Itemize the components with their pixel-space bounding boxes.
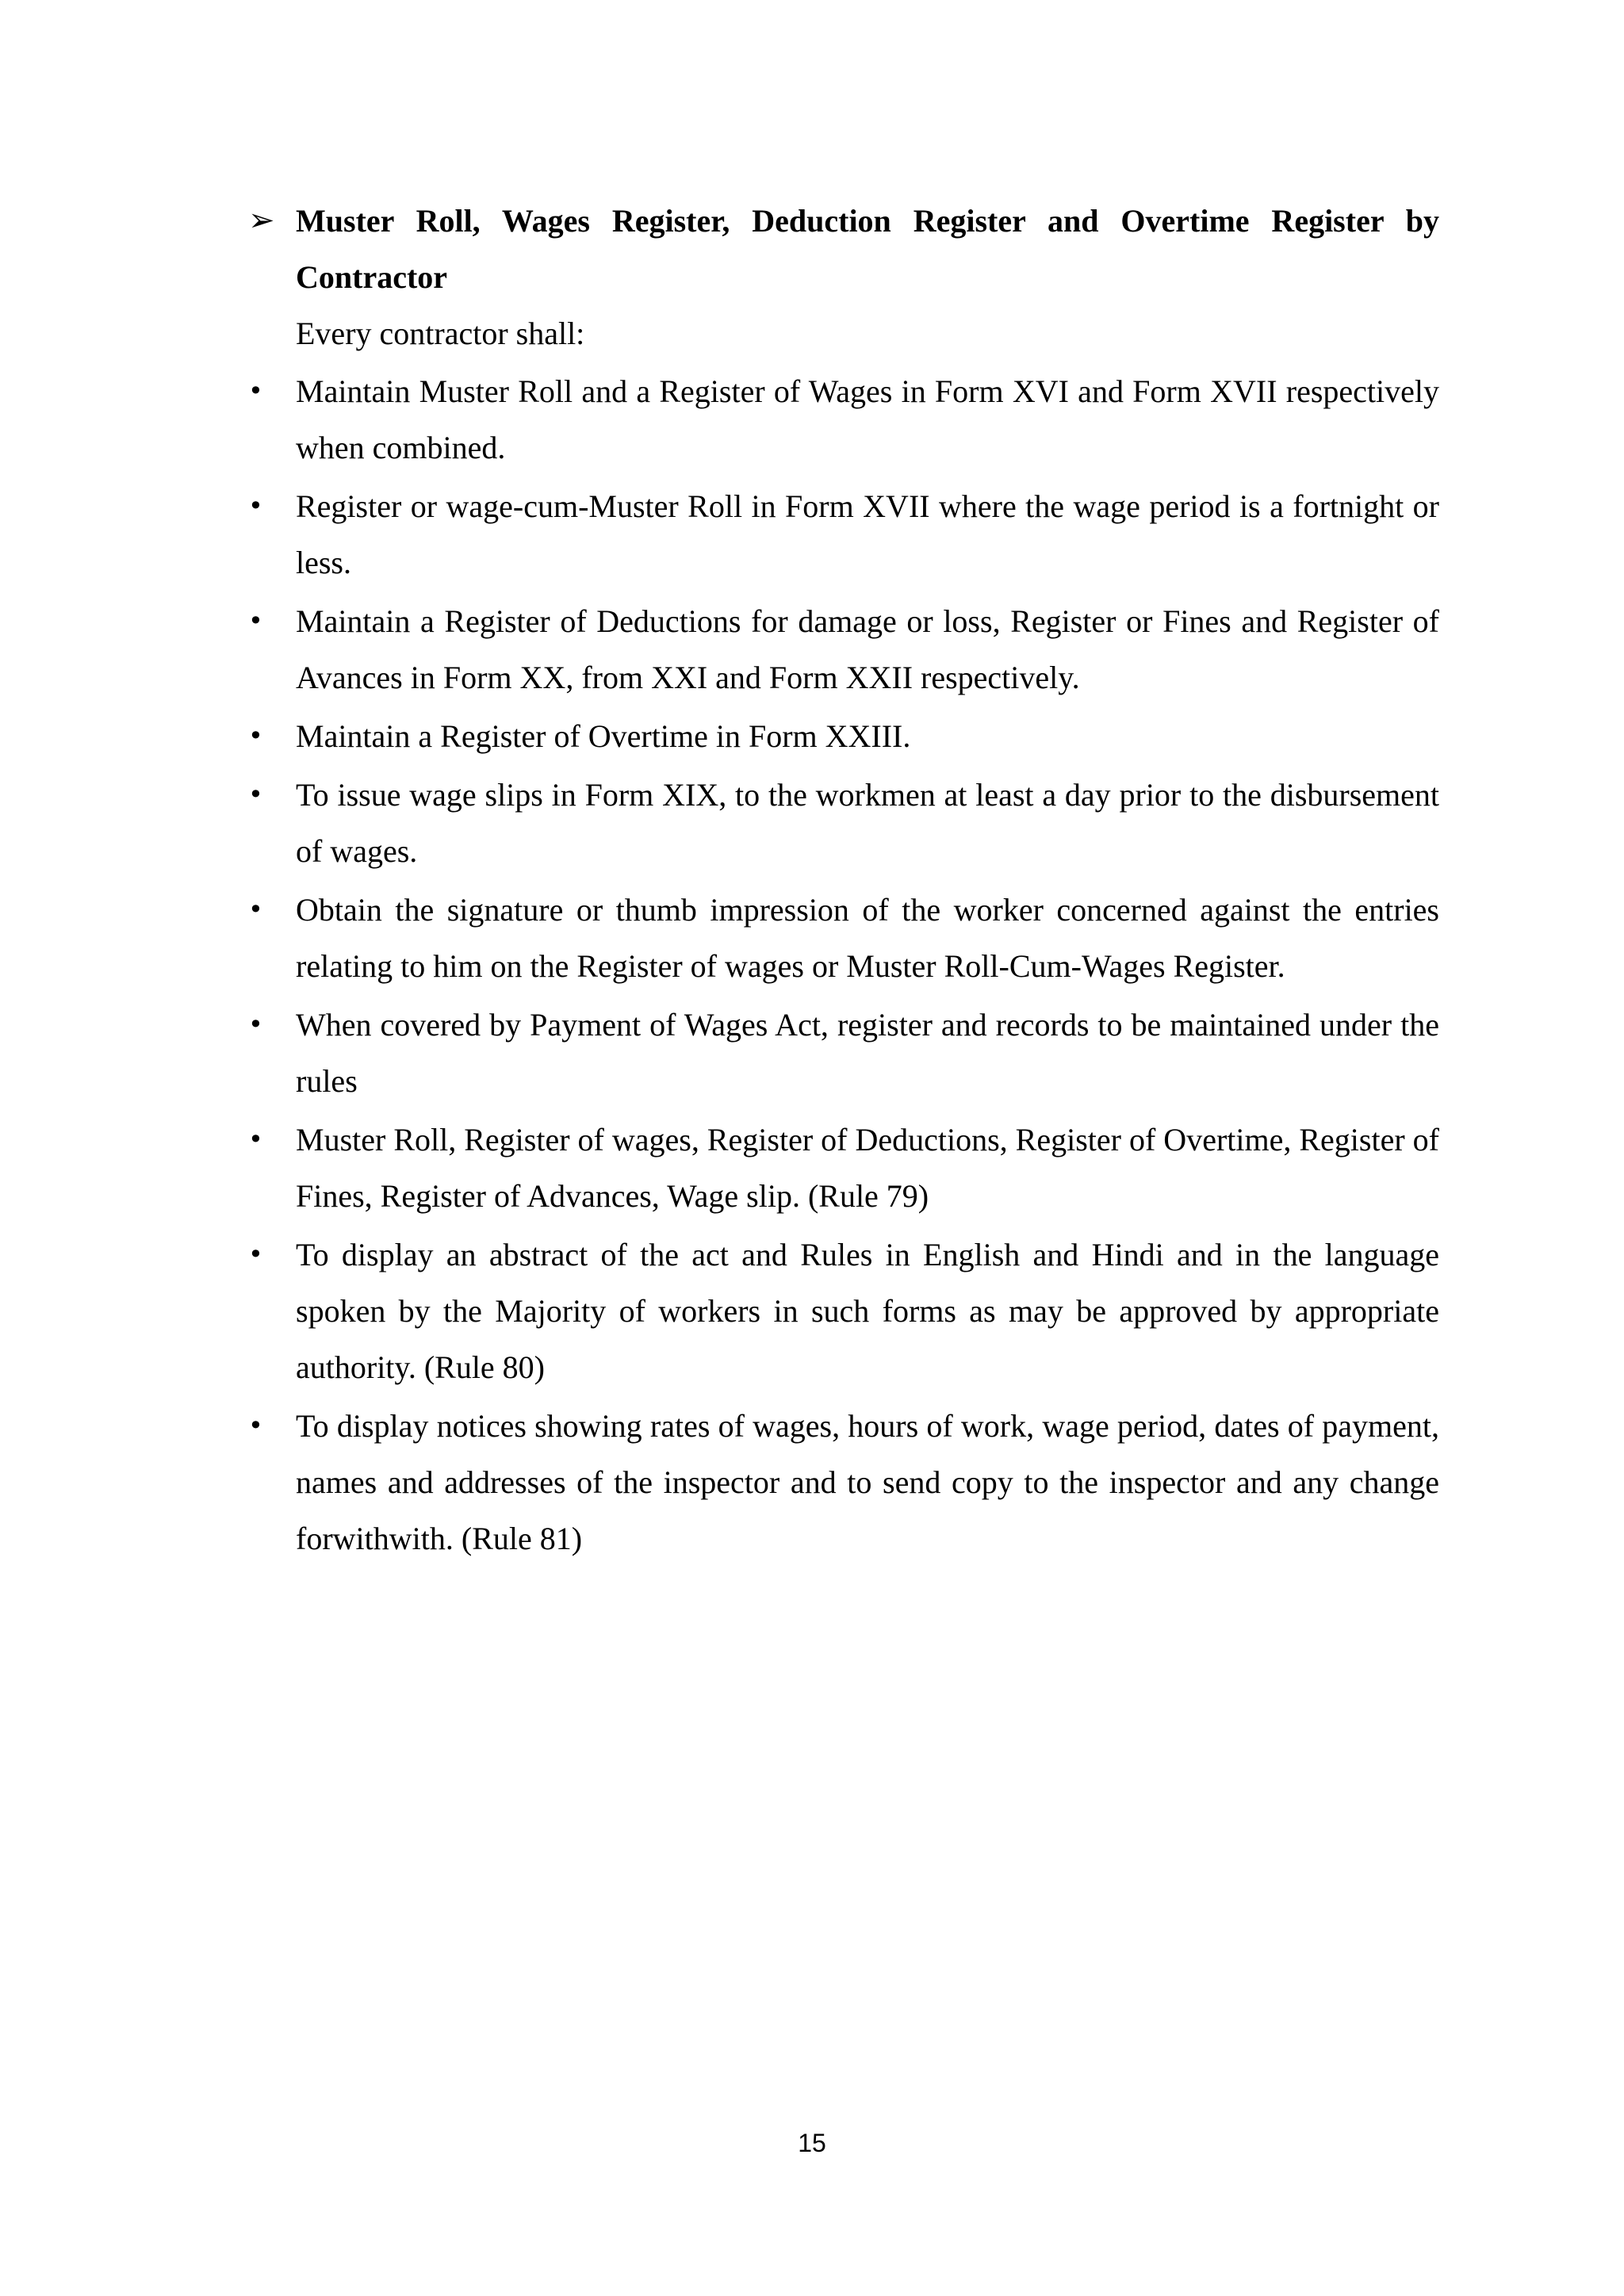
bullet-icon: •: [248, 1410, 263, 1441]
list-item-text: When covered by Payment of Wages Act, register and records to be maintained under the rules: [296, 1007, 1439, 1099]
bullet-icon: •: [248, 376, 263, 406]
obligations-list: [248, 363, 1439, 1569]
list-item: [248, 478, 1439, 591]
list-item-text: Register or wage-cum-Muster Roll in Form XVII where the wage period is a fortnight or less.: [296, 488, 1439, 580]
list-item-text: Obtain the signature or thumb impression of the worker concerned against the entries relating to him on the Register of wages or Muster Roll-Cum-Wages Register.: [296, 892, 1439, 984]
list-item-text: Muster Roll, Register of wages, Register of Deductions, Register of Overtime, Register of Fines, Register of Advances, Wage slip. (Rule 79): [296, 1122, 1439, 1214]
section-heading-text: Muster Roll, Wages Register, Deduction Register and Overtime Register by Contractor: [296, 203, 1439, 295]
list-item: [248, 997, 1439, 1109]
bullet-icon: •: [248, 1009, 263, 1039]
arrow-bullet-icon: ➢: [248, 202, 275, 239]
list-item: [248, 1112, 1439, 1224]
page-number: 15: [798, 2129, 826, 2157]
list-item: [248, 363, 1439, 476]
bullet-icon: •: [248, 606, 263, 636]
list-item: [248, 1398, 1439, 1567]
list-item: [248, 593, 1439, 706]
list-item-text: To display notices showing rates of wages, hours of work, wage period, dates of payment, names and addresses of the inspector and to send copy to the inspector and any change forwithwith. (Rule 81): [296, 1408, 1439, 1556]
bullet-icon: •: [248, 779, 263, 809]
list-item: [248, 767, 1439, 879]
list-item-text: To display an abstract of the act and Rules in English and Hindi and in the language spoken by the Majority of workers in such forms as may be approved by appropriate authority. (Rule 80): [296, 1237, 1439, 1385]
bullet-icon: •: [248, 894, 263, 924]
bullet-icon: •: [248, 1124, 263, 1154]
list-item: [248, 1226, 1439, 1395]
bullet-icon: •: [248, 721, 263, 751]
intro-text: Every contractor shall:: [296, 316, 585, 351]
bullet-icon: •: [248, 491, 263, 521]
list-item: [248, 708, 1439, 764]
list-item-text: Maintain a Register of Deductions for damage or loss, Register or Fines and Register of Avances in Form XX, from XXI and Form XXII respectively.: [296, 603, 1439, 695]
list-item-text: Maintain a Register of Overtime in Form XXIII.: [296, 718, 911, 754]
list-item-text: Maintain Muster Roll and a Register of Wages in Form XVI and Form XVII respectively when combined.: [296, 373, 1439, 465]
list-item-text: To issue wage slips in Form XIX, to the workmen at least a day prior to the disbursement of wages.: [296, 777, 1439, 869]
list-item: [248, 882, 1439, 994]
bullet-icon: •: [248, 1239, 263, 1269]
